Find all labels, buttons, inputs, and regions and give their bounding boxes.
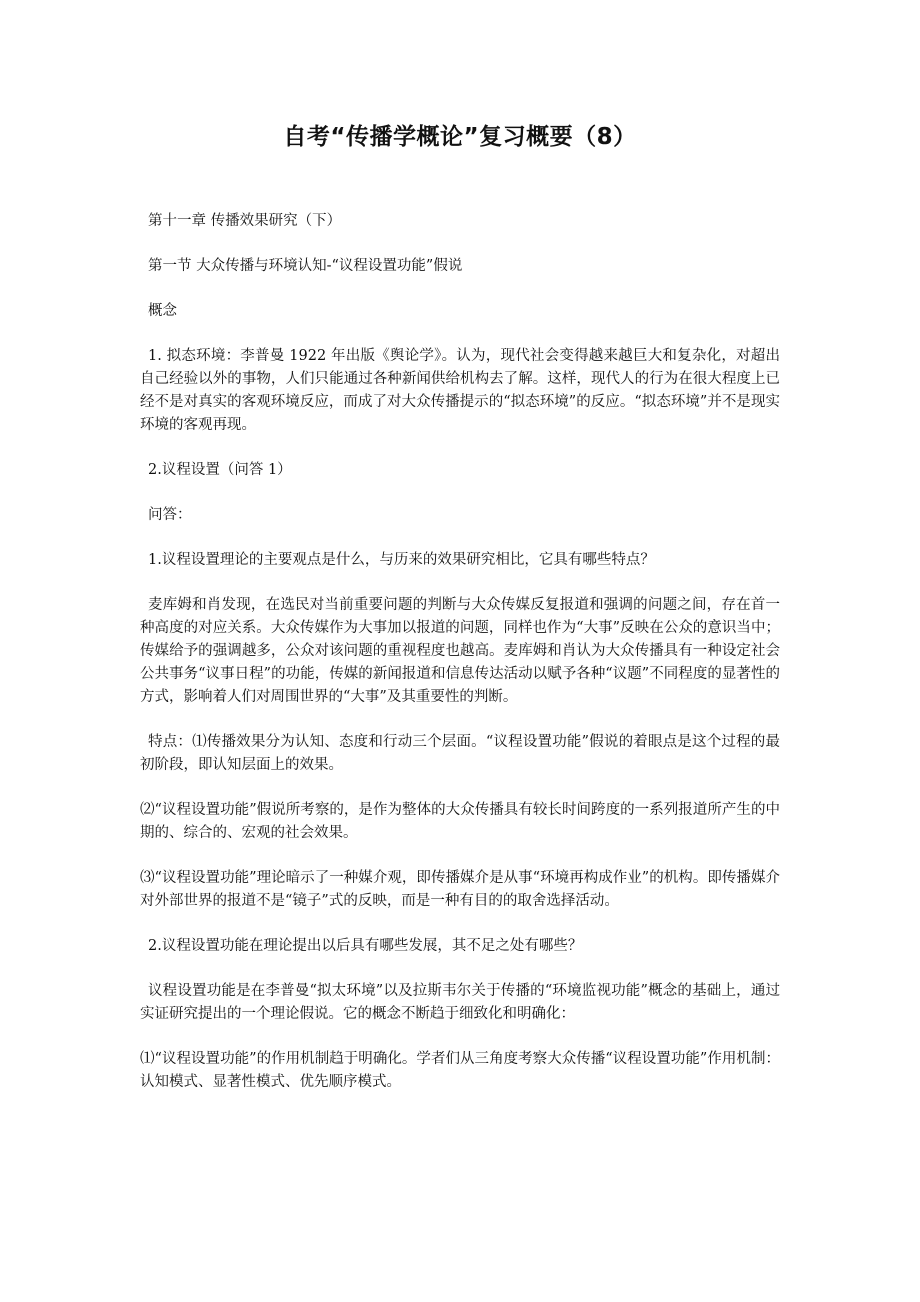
feature-1: 特点：⑴传播效果分为认知、态度和行动三个层面。“议程设置功能”假说的着眼点是这个过程的最初阶段，即认知层面上的效果。 (140, 734, 780, 773)
development-1: ⑴“议程设置功能”的作用机制趋于明确化。学者们从三角度考察大众传播“议程设置功能”作用机制：认知模式、显著性模式、优先顺序模式。 (140, 1051, 780, 1090)
feature-2: ⑵“议程设置功能”假说所考察的，是作为整体的大众传播具有较长时间跨度的一系列报道所产生的中期的、综合的、宏观的社会效果。 (140, 802, 780, 841)
feature-3: ⑶“议程设置功能”理论暗示了一种媒介观，即传播媒介是从事“环境再构成作业”的机构。即传播媒介对外部世界的报道不是“镜子”式的反映，而是一种有目的的取舍选择活动。 (140, 870, 780, 909)
concept-heading: 概念 (148, 303, 177, 319)
document-title: 自考“传播学概论”复习概要（8） (283, 124, 637, 150)
document-body (140, 210, 780, 1116)
question-1: 1.议程设置理论的主要观点是什么，与历来的效果研究相比，它具有哪些特点？ (148, 552, 655, 568)
section-heading: 第一节 大众传播与环境认知-“议程设置功能”假说 (148, 258, 463, 274)
paragraph-agenda-setting-heading: 2.议程设置（问答 1） (148, 462, 292, 478)
question-2: 2.议程设置功能在理论提出以后具有哪些发展，其不足之处有哪些？ (148, 938, 583, 954)
paragraph-pseudo-environment: 1. 拟态环境：李普曼 1922 年出版《舆论学》。认为，现代社会变得越来越巨大和复杂化，对超出自己经验以外的事物，人们只能通过各种新闻供给机构去了解。这样，现代人的行为在很大程度上已经不是对真实的客观环境反应，而成了对大众传播提示的“拟态环境”的反应。“拟态环境”并不是现实环境的客观再现。 (140, 348, 780, 433)
chapter-heading: 第十一章 传播效果研究（下） (148, 213, 342, 229)
answer-1-paragraph: 麦库姆和肖发现，在选民对当前重要问题的判断与大众传媒反复报道和强调的问题之间，存在首一种高度的对应关系。大众传媒作为大事加以报道的问题，同样也作为“大事”反映在公众的意识当中；传媒给予的强调越多，公众对该问题的重视程度也越高。麦库姆和肖认为大众传播具有一种设定社会公共事务“议事日程”的功能，传媒的新闻报道和信息传达活动以赋予各种“议题”不同程度的显著性的方式，影响着人们对周围世界的“大事”及其重要性的判断。 (140, 597, 780, 705)
answer-2-paragraph: 议程设置功能是在李普曼“拟太环境”以及拉斯韦尔关于传播的“环境监视功能”概念的基础上，通过实证研究提出的一个理论假说。它的概念不断趋于细致化和明确化： (140, 983, 780, 1022)
qa-heading: 问答： (148, 507, 192, 523)
